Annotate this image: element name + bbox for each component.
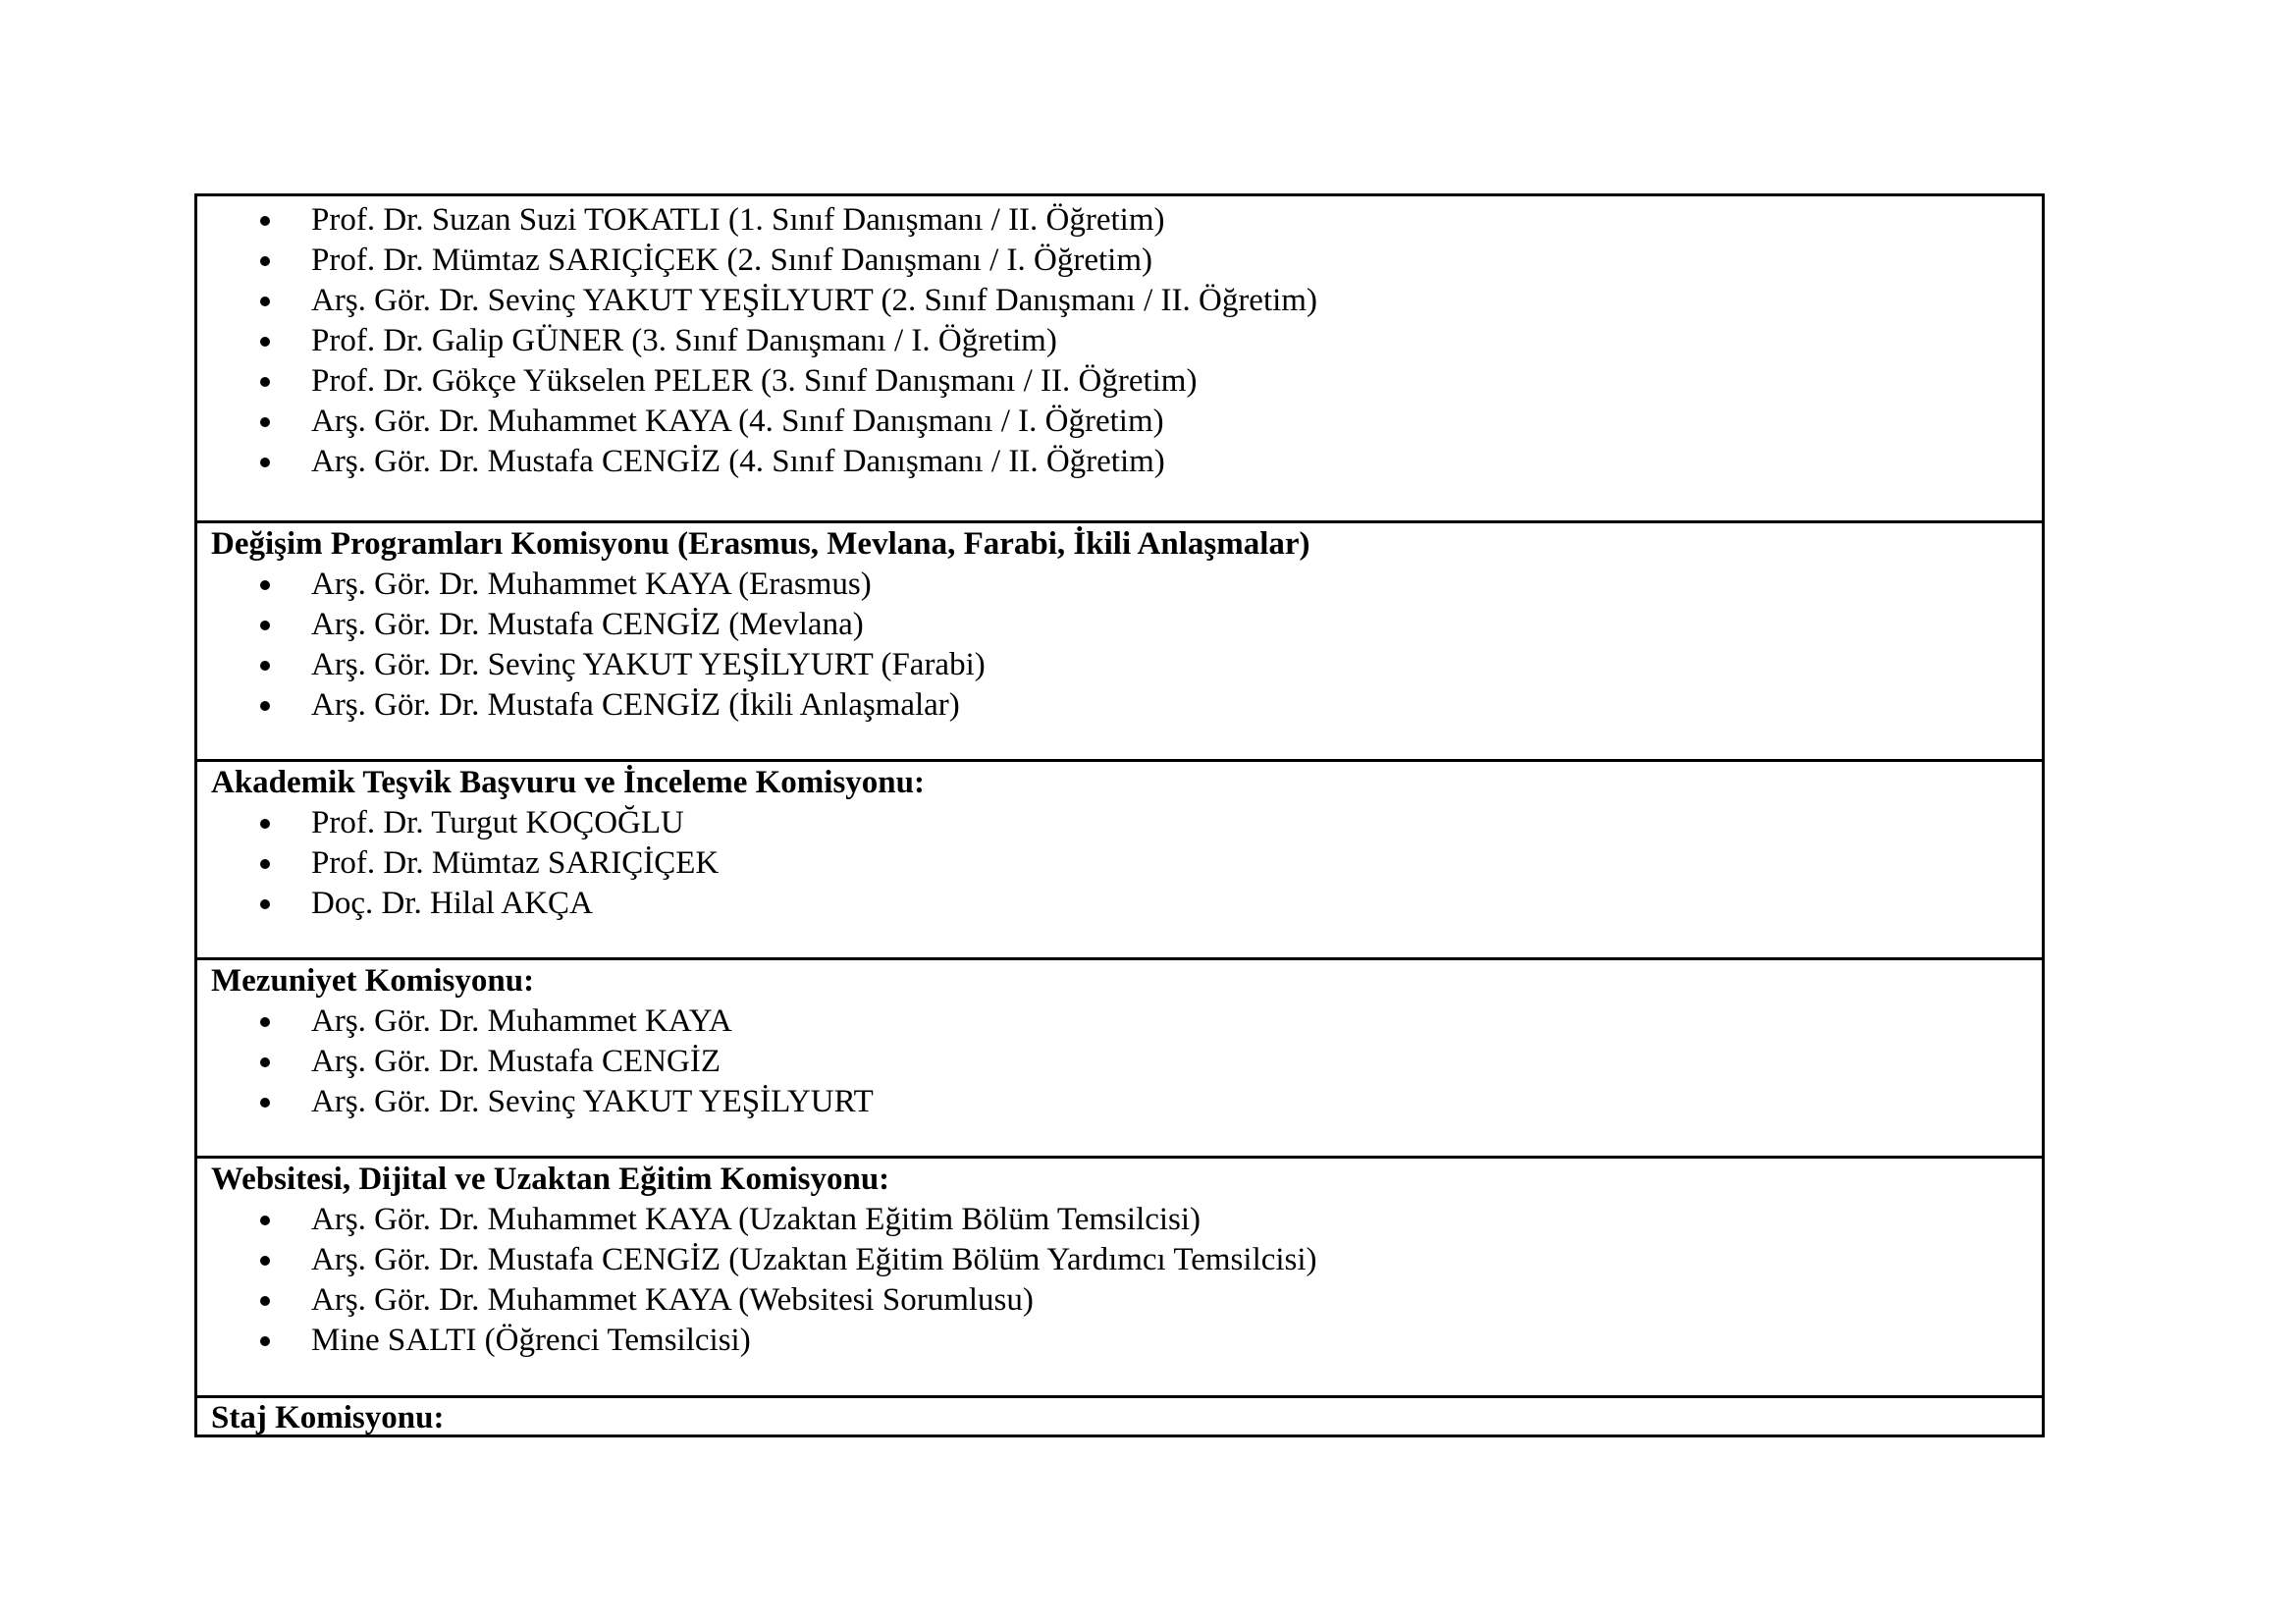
bullet-icon (260, 621, 270, 630)
member-list (211, 1001, 2042, 1122)
member-list (211, 200, 2042, 482)
bullet-icon (260, 417, 270, 427)
member-name: Arş. Gör. Dr. Mustafa CENGİZ (Uzaktan Eğitim Bölüm Yardımcı Temsilcisi) (311, 1242, 1317, 1277)
list-item (211, 1240, 2042, 1280)
list-item (211, 241, 2042, 281)
list-item (211, 843, 2042, 884)
bullet-icon (260, 1057, 270, 1067)
list-item (211, 1200, 2042, 1240)
list-item (211, 1321, 2042, 1361)
section-title: Staj Komisyonu: (211, 1400, 445, 1435)
list-item (211, 685, 2042, 726)
member-name: Arş. Gör. Dr. Muhammet KAYA (Erasmus) (311, 567, 872, 602)
member-name: Mine SALTI (Öğrenci Temsilcisi) (311, 1323, 751, 1358)
list-item (211, 281, 2042, 321)
member-name: Prof. Dr. Mümtaz SARIÇİÇEK (2. Sınıf Danışmanı / I. Öğretim) (311, 243, 1153, 278)
list-item (211, 1082, 2042, 1122)
member-name: Arş. Gör. Dr. Muhammet KAYA (4. Sınıf Danışmanı / I. Öğretim) (311, 404, 1164, 439)
list-item (211, 803, 2042, 843)
list-item (211, 402, 2042, 442)
member-name: Arş. Gör. Dr. Sevinç YAKUT YEŞİLYURT (Farabi) (311, 647, 986, 682)
list-item (211, 1280, 2042, 1321)
list-item (211, 442, 2042, 482)
member-name: Arş. Gör. Dr. Sevinç YAKUT YEŞİLYURT (311, 1084, 874, 1119)
section-academic-incentive (197, 759, 2042, 957)
bullet-icon (260, 580, 270, 590)
section-internship (197, 1395, 2042, 1435)
list-item (211, 645, 2042, 685)
section-class-advisors (197, 196, 2042, 520)
list-item (211, 200, 2042, 241)
list-item (211, 1042, 2042, 1082)
bullet-icon (260, 256, 270, 266)
bullet-icon (260, 859, 270, 869)
member-name: Arş. Gör. Dr. Mustafa CENGİZ (311, 1044, 721, 1079)
member-name: Prof. Dr. Suzan Suzi TOKATLI (1. Sınıf Danışmanı / II. Öğretim) (311, 202, 1165, 238)
bullet-icon (260, 1256, 270, 1266)
bullet-icon (260, 1216, 270, 1225)
section-graduation (197, 957, 2042, 1156)
list-item (211, 884, 2042, 924)
bullet-icon (260, 216, 270, 226)
member-name: Prof. Dr. Turgut KOÇOĞLU (311, 805, 684, 840)
list-item (211, 1001, 2042, 1042)
list-item (211, 565, 2042, 605)
member-name: Arş. Gör. Dr. Muhammet KAYA (311, 1003, 732, 1039)
member-list (211, 803, 2042, 924)
bullet-icon (260, 1296, 270, 1306)
member-name: Arş. Gör. Dr. Mustafa CENGİZ (İkili Anlaşmalar) (311, 687, 960, 723)
section-title: Değişim Programları Komisyonu (Erasmus, Mevlana, Farabi, İkili Anlaşmalar) (211, 526, 1310, 562)
list-item (211, 321, 2042, 361)
list-item (211, 605, 2042, 645)
member-name: Prof. Dr. Gökçe Yükselen PELER (3. Sınıf Danışmanı / II. Öğretim) (311, 363, 1198, 399)
section-title: Websitesi, Dijital ve Uzaktan Eğitim Komisyonu: (211, 1162, 890, 1197)
bullet-icon (260, 819, 270, 829)
section-exchange-programs (197, 520, 2042, 759)
list-item (211, 361, 2042, 402)
section-website-digital (197, 1156, 2042, 1395)
section-title: Mezuniyet Komisyonu: (211, 963, 535, 999)
member-name: Arş. Gör. Dr. Muhammet KAYA (Websitesi Sorumlusu) (311, 1282, 1034, 1318)
bullet-icon (260, 297, 270, 306)
member-name: Arş. Gör. Dr. Muhammet KAYA (Uzaktan Eğitim Bölüm Temsilcisi) (311, 1202, 1201, 1237)
member-name: Prof. Dr. Galip GÜNER (3. Sınıf Danışmanı / I. Öğretim) (311, 323, 1057, 358)
member-list (211, 565, 2042, 726)
member-name: Doç. Dr. Hilal AKÇA (311, 886, 593, 921)
bullet-icon (260, 701, 270, 711)
bullet-icon (260, 1098, 270, 1108)
bullet-icon (260, 337, 270, 347)
bullet-icon (260, 458, 270, 467)
member-list (211, 1200, 2042, 1361)
bullet-icon (260, 1336, 270, 1346)
bullet-icon (260, 377, 270, 387)
bullet-icon (260, 1017, 270, 1027)
bullet-icon (260, 661, 270, 671)
commission-table (194, 193, 2045, 1437)
member-name: Arş. Gör. Dr. Sevinç YAKUT YEŞİLYURT (2. Sınıf Danışmanı / II. Öğretim) (311, 283, 1317, 318)
bullet-icon (260, 899, 270, 909)
section-title: Akademik Teşvik Başvuru ve İnceleme Komisyonu: (211, 765, 925, 800)
member-name: Arş. Gör. Dr. Mustafa CENGİZ (4. Sınıf Danışmanı / II. Öğretim) (311, 444, 1165, 479)
member-name: Arş. Gör. Dr. Mustafa CENGİZ (Mevlana) (311, 607, 864, 642)
member-name: Prof. Dr. Mümtaz SARIÇİÇEK (311, 845, 720, 881)
